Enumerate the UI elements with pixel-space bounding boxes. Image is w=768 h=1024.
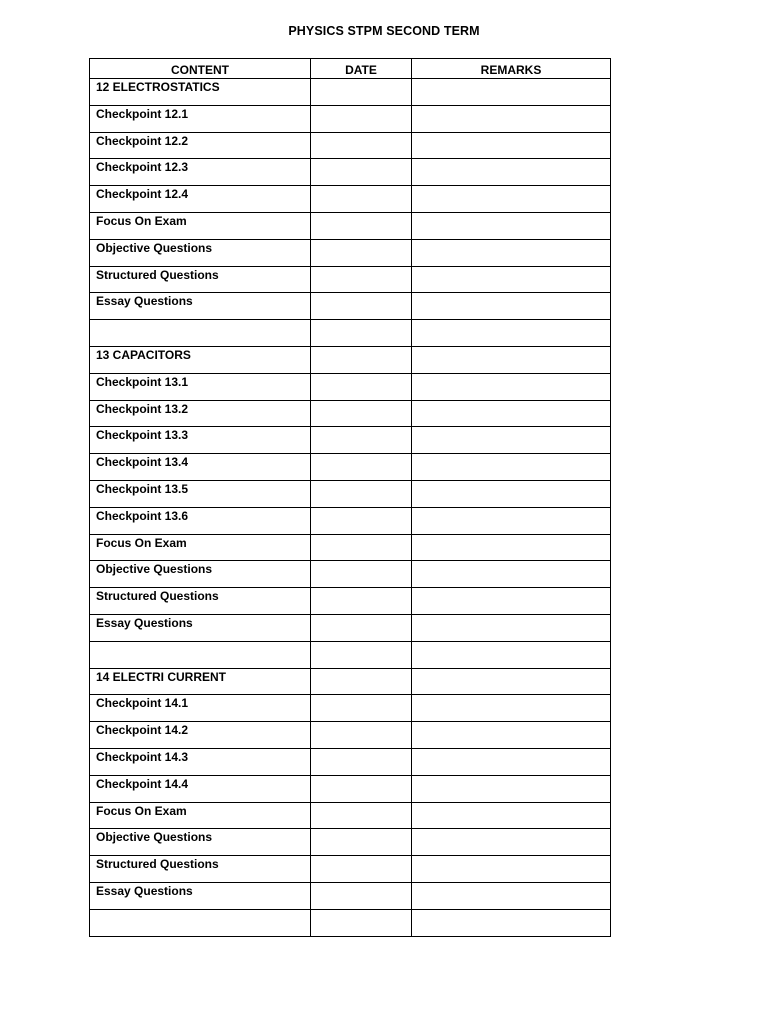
table-row — [90, 748, 611, 775]
content-cell — [90, 454, 311, 481]
table-row — [90, 668, 611, 695]
content-item-label: Checkpoint 14.2 — [96, 723, 189, 738]
date-cell — [311, 534, 412, 561]
table-row — [90, 802, 611, 829]
date-cell — [311, 186, 412, 213]
remarks-cell — [412, 534, 611, 561]
chapter-heading: 14 ELECTRI CURRENT — [96, 669, 227, 684]
content-cell — [90, 507, 311, 534]
content-item-label: Checkpoint 14.3 — [96, 749, 189, 764]
content-item-label: Essay Questions — [96, 883, 193, 898]
content-item-label: Structured Questions — [96, 267, 219, 282]
date-cell — [311, 856, 412, 883]
table-row — [90, 614, 611, 641]
content-item-label: Objective Questions — [96, 562, 213, 577]
content-cell — [90, 909, 311, 936]
date-cell — [311, 427, 412, 454]
remarks-cell — [412, 480, 611, 507]
table-row — [90, 856, 611, 883]
table-row — [90, 212, 611, 239]
remarks-cell — [412, 561, 611, 588]
date-cell — [311, 454, 412, 481]
date-cell — [311, 641, 412, 668]
content-cell — [90, 534, 311, 561]
date-cell — [311, 132, 412, 159]
content-cell — [90, 373, 311, 400]
remarks-cell — [412, 802, 611, 829]
remarks-cell — [412, 427, 611, 454]
content-item-label: Checkpoint 12.4 — [96, 187, 189, 202]
date-cell — [311, 159, 412, 186]
content-item-label: Checkpoint 13.3 — [96, 428, 189, 443]
remarks-cell — [412, 909, 611, 936]
content-cell — [90, 775, 311, 802]
date-cell — [311, 829, 412, 856]
content-cell — [90, 748, 311, 775]
content-item-label — [90, 320, 310, 321]
date-cell — [311, 373, 412, 400]
content-item-label: Checkpoint 13.1 — [96, 374, 189, 389]
date-cell — [311, 239, 412, 266]
date-cell — [311, 507, 412, 534]
remarks-cell — [412, 105, 611, 132]
remarks-cell — [412, 266, 611, 293]
table-row — [90, 909, 611, 936]
table-row — [90, 400, 611, 427]
remarks-cell — [412, 159, 611, 186]
remarks-cell — [412, 212, 611, 239]
date-cell — [311, 882, 412, 909]
content-item-label: Structured Questions — [96, 857, 219, 872]
content-cell — [90, 829, 311, 856]
content-item-label: Checkpoint 12.1 — [96, 106, 189, 121]
table-row — [90, 159, 611, 186]
date-cell — [311, 588, 412, 615]
content-cell — [90, 882, 311, 909]
date-cell — [311, 722, 412, 749]
table-row — [90, 882, 611, 909]
table-row — [90, 454, 611, 481]
remarks-cell — [412, 454, 611, 481]
table-row — [90, 829, 611, 856]
remarks-cell — [412, 748, 611, 775]
column-header-date: DATE — [311, 59, 412, 79]
date-cell — [311, 346, 412, 373]
table-row — [90, 588, 611, 615]
date-cell — [311, 909, 412, 936]
date-cell — [311, 668, 412, 695]
content-item-label: Checkpoint 12.2 — [96, 133, 189, 148]
remarks-cell — [412, 856, 611, 883]
table-row — [90, 293, 611, 320]
date-cell — [311, 79, 412, 106]
page-title: PHYSICS STPM SECOND TERM — [288, 24, 480, 38]
table-row — [90, 79, 611, 106]
chapter-heading: 12 ELECTROSTATICS — [96, 80, 220, 94]
content-item-label: Checkpoint 13.5 — [96, 481, 189, 496]
content-cell — [90, 614, 311, 641]
content-item-label: Checkpoint 14.4 — [96, 776, 189, 791]
remarks-cell — [412, 722, 611, 749]
content-item-label: Focus On Exam — [96, 803, 187, 818]
remarks-cell — [412, 775, 611, 802]
date-cell — [311, 695, 412, 722]
remarks-cell — [412, 346, 611, 373]
content-cell — [90, 641, 311, 668]
remarks-cell — [412, 400, 611, 427]
table-row — [90, 105, 611, 132]
date-cell — [311, 212, 412, 239]
table-header-row — [90, 59, 611, 79]
table-row — [90, 186, 611, 213]
column-header-content: CONTENT — [90, 59, 311, 79]
content-cell — [90, 239, 311, 266]
content-cell — [90, 588, 311, 615]
content-cell — [90, 480, 311, 507]
date-cell — [311, 105, 412, 132]
date-cell — [311, 320, 412, 347]
content-item-label: Checkpoint 12.3 — [96, 160, 189, 175]
content-cell — [90, 105, 311, 132]
remarks-cell — [412, 79, 611, 106]
remarks-cell — [412, 829, 611, 856]
content-cell — [90, 695, 311, 722]
content-cell — [90, 346, 311, 373]
remarks-cell — [412, 320, 611, 347]
table-row — [90, 534, 611, 561]
table-body — [90, 79, 611, 937]
table-row — [90, 239, 611, 266]
table-row — [90, 641, 611, 668]
date-cell — [311, 266, 412, 293]
content-cell — [90, 132, 311, 159]
remarks-cell — [412, 882, 611, 909]
table-row — [90, 266, 611, 293]
remarks-cell — [412, 293, 611, 320]
date-cell — [311, 802, 412, 829]
content-item-label: Essay Questions — [96, 294, 193, 309]
content-item-label: Structured Questions — [96, 589, 219, 604]
content-cell — [90, 266, 311, 293]
remarks-cell — [412, 186, 611, 213]
remarks-cell — [412, 239, 611, 266]
date-cell — [311, 614, 412, 641]
table-row — [90, 373, 611, 400]
remarks-cell — [412, 641, 611, 668]
content-cell — [90, 561, 311, 588]
remarks-cell — [412, 588, 611, 615]
content-item-label: Objective Questions — [96, 240, 213, 255]
date-cell — [311, 480, 412, 507]
table-row — [90, 507, 611, 534]
progress-table — [89, 58, 611, 937]
table-row — [90, 480, 611, 507]
remarks-cell — [412, 132, 611, 159]
content-item-label: Essay Questions — [96, 615, 193, 630]
content-cell — [90, 320, 311, 347]
content-cell — [90, 293, 311, 320]
table-row — [90, 775, 611, 802]
remarks-cell — [412, 507, 611, 534]
table-row — [90, 320, 611, 347]
content-item-label: Checkpoint 13.4 — [96, 455, 189, 470]
chapter-heading: 13 CAPACITORS — [96, 347, 191, 362]
content-item-label: Focus On Exam — [96, 213, 187, 228]
content-cell — [90, 722, 311, 749]
content-cell — [90, 668, 311, 695]
date-cell — [311, 775, 412, 802]
content-cell — [90, 159, 311, 186]
content-cell — [90, 79, 311, 106]
table-row — [90, 695, 611, 722]
column-header-remarks: REMARKS — [412, 59, 611, 79]
content-item-label — [90, 910, 310, 911]
table-row — [90, 722, 611, 749]
remarks-cell — [412, 695, 611, 722]
table-row — [90, 132, 611, 159]
content-cell — [90, 856, 311, 883]
table-row — [90, 561, 611, 588]
content-cell — [90, 212, 311, 239]
content-item-label — [90, 642, 310, 643]
date-cell — [311, 748, 412, 775]
content-cell — [90, 802, 311, 829]
date-cell — [311, 293, 412, 320]
content-cell — [90, 186, 311, 213]
content-item-label: Focus On Exam — [96, 535, 187, 550]
content-cell — [90, 427, 311, 454]
date-cell — [311, 561, 412, 588]
content-item-label: Checkpoint 13.2 — [96, 401, 189, 416]
date-cell — [311, 400, 412, 427]
remarks-cell — [412, 373, 611, 400]
content-cell — [90, 400, 311, 427]
content-item-label: Checkpoint 13.6 — [96, 508, 189, 523]
table-row — [90, 346, 611, 373]
content-item-label: Checkpoint 14.1 — [96, 696, 189, 711]
table-row — [90, 427, 611, 454]
content-item-label: Objective Questions — [96, 830, 213, 845]
remarks-cell — [412, 668, 611, 695]
remarks-cell — [412, 614, 611, 641]
